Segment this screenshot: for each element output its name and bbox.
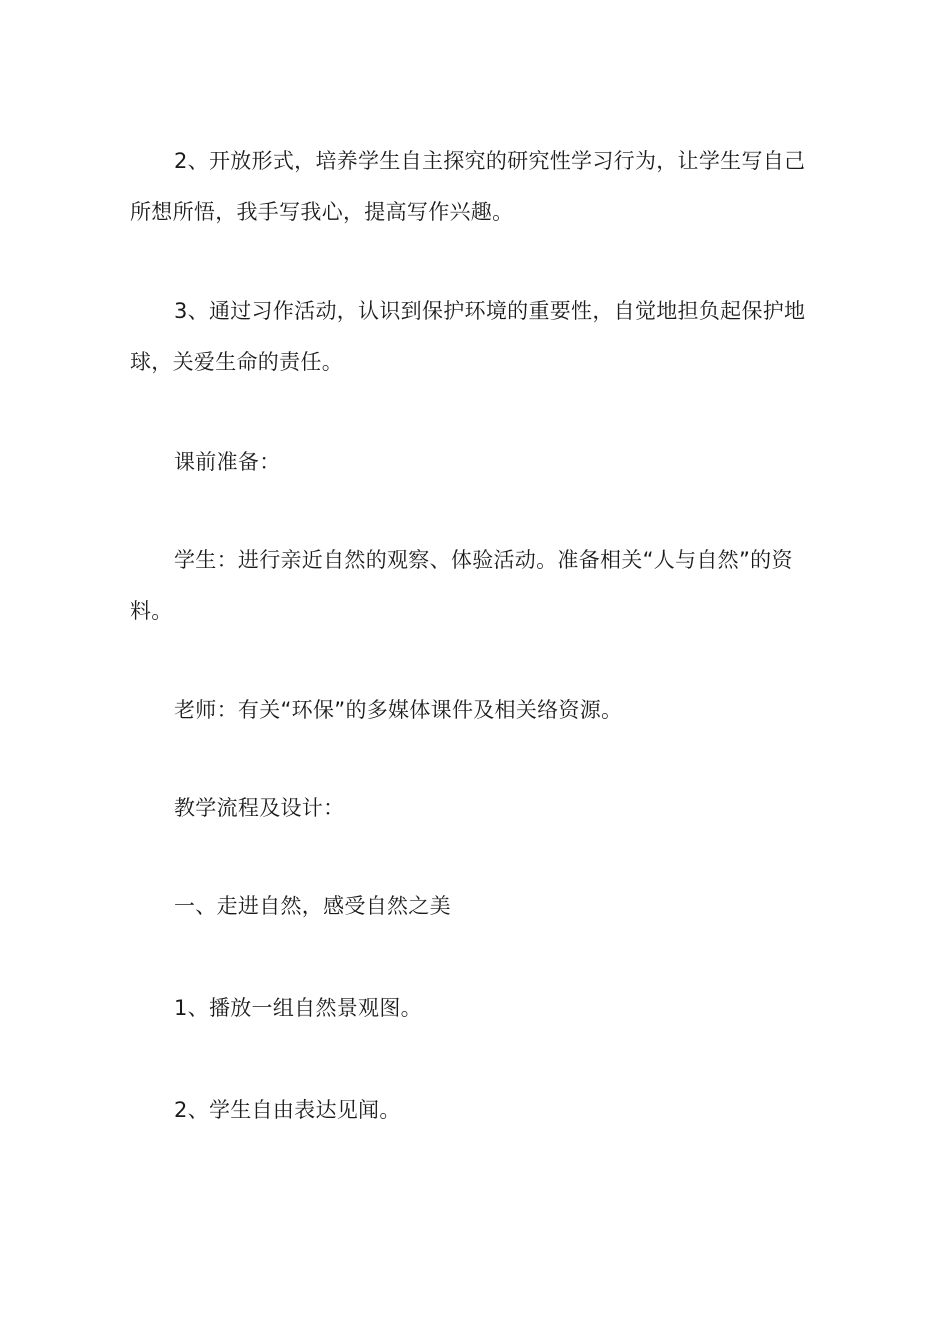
paragraph-step-2: 2、学生自由表达见闻。 <box>174 1098 401 1122</box>
paragraph-step-1: 1、播放一组自然景观图。 <box>174 996 422 1020</box>
paragraph-student-preparation: 学生：进行亲近自然的观察、体验活动。准备相关“人与自然”的资料。 <box>130 548 793 623</box>
paragraph-section-one-heading: 一、走进自然，感受自然之美 <box>174 894 451 918</box>
paragraph-objective-2: 2、开放形式，培养学生自主探究的研究性学习行为，让学生写自己所想所悟，我手写我心，提高写作兴趣。 <box>130 149 806 224</box>
paragraph-teacher-preparation: 老师：有关“环保”的多媒体课件及相关络资源。 <box>174 698 623 722</box>
paragraph-preparation-heading: 课前准备： <box>174 450 281 474</box>
paragraph-teaching-process-heading: 教学流程及设计： <box>174 796 345 820</box>
paragraph-objective-3: 3、通过习作活动，认识到保护环境的重要性，自觉地担负起保护地球，关爱生命的责任。 <box>130 299 806 374</box>
